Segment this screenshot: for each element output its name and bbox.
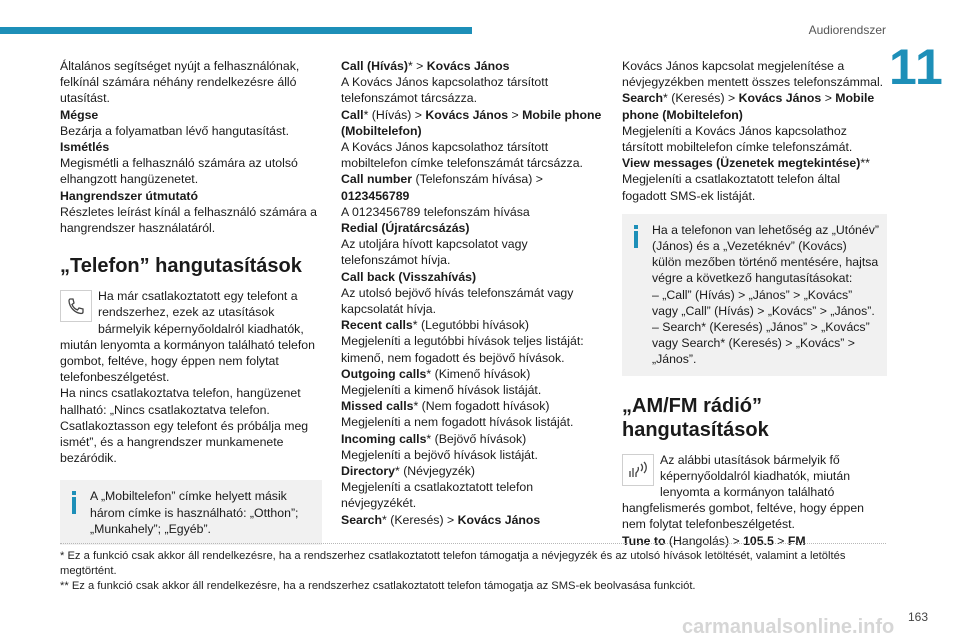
paragraph: Megismétli a felhasználó számára az utolsó elhangzott hangüzenetet.: [60, 156, 298, 187]
paragraph: Megjeleníti a Kovács János kapcsolathoz társított mobiltelefon címke telefonszámát.: [622, 123, 853, 155]
info-box: [622, 214, 887, 376]
paragraph: Részletes leírást kínál a felhasználó számára a hangrendszer használatáról.: [60, 204, 317, 236]
watermark: carmanualsonline.info: [682, 616, 895, 638]
command-line: Search* (Keresés) > Kovács János > Mobile phone (Mobiltelefon): [622, 91, 875, 122]
paragraph: Kovács János kapcsolat megjelenítése a névjegyzékben mentett összes telefonszámmal.: [622, 59, 884, 90]
header-accent-bar: [0, 27, 472, 34]
command-line: Call number (Telefonszám hívása) >: [341, 172, 543, 187]
paragraph: Ha már csatlakoztatott egy telefont a rendszerhez, ezek az utasítások bármelyik képernyőoldalról kiadhatók, miután lenyomta a kormányon található telefon gombot, feltéve, hogy éppen nem folytat telefonbeszélgetést.: [60, 289, 315, 385]
footnote-separator: [60, 543, 886, 544]
column-3: [622, 58, 887, 549]
intro-with-icon: [60, 288, 322, 385]
phone-number: 0123456789: [341, 188, 410, 203]
info-text: – „Call” (Hívás) > „János” > „Kovács” vagy „Call” (Hívás) > „Kovács” > „János”.: [652, 287, 875, 318]
command-line: Incoming calls* (Bejövő hívások): [341, 431, 527, 446]
voice-recognition-icon: [622, 454, 654, 486]
command-line: Call* (Hívás) > Kovács János > Mobile phone (Mobiltelefon): [341, 107, 602, 138]
intro-with-icon: [622, 452, 887, 533]
command-call-back: Call back (Visszahívás): [341, 269, 477, 284]
info-icon: [68, 488, 80, 537]
column-1: [60, 58, 322, 545]
paragraph: Megjeleníti a kimenő hívások listáját.: [341, 383, 542, 398]
info-text: A „Mobiltelefon” címke helyett másik három címke is használható: „Otthon”; „Munkahely”; „Egyéb”.: [90, 489, 299, 536]
info-icon: [630, 222, 642, 368]
paragraph: Az utolsó bejövő hívás telefonszámát vagy kapcsolatát hívja.: [341, 285, 574, 317]
paragraph: A Kovács János kapcsolathoz társított mobiltelefon címke telefonszámát tárcsázza.: [341, 140, 583, 171]
paragraph: Megjeleníti a csatlakoztatott telefon névjegyzékét.: [341, 480, 534, 511]
info-text: – Search* (Keresés) „János” > „Kovács” vagy Search* (Keresés) > „Kovács” > „János”.: [652, 320, 870, 367]
footnote: ** Ez a funkció csak akkor áll rendelkezésre, ha a rendszerhez csatlakoztatott telefon támogatja az SMS-ek beolvasása funkciót.: [60, 579, 696, 592]
paragraph: Az utoljára hívott kapcsolatot vagy telefonszámot hívja.: [341, 237, 528, 268]
info-box: [60, 480, 322, 545]
paragraph: Megjeleníti a nem fogadott hívások listáját.: [341, 415, 574, 430]
page-number: 163: [907, 610, 928, 624]
command-redial: Redial (Újratárcsázás): [341, 221, 470, 236]
paragraph: A 0123456789 telefonszám hívása: [341, 204, 530, 219]
column-2: [341, 58, 606, 528]
paragraph: Bezárja a folyamatban lévő hangutasítást.: [60, 123, 289, 138]
command-voice-guide: Hangrendszer útmutató: [60, 188, 199, 203]
command-line: Outgoing calls* (Kimenő hívások): [341, 366, 531, 381]
command-line: Directory* (Névjegyzék): [341, 464, 475, 479]
footnote: * Ez a funkció csak akkor áll rendelkezésre, ha a rendszerhez csatlakoztatott telefon támogatja a névjegyzék és az utolsó hívások letöltését, valamint a letöltés megtörtént.: [60, 550, 846, 577]
section-title: Audiorendszer: [808, 23, 886, 37]
command-line: Search* (Keresés) > Kovács János: [341, 512, 541, 527]
paragraph: Ha nincs csatlakoztatva telefon, hangüzenet hallható: „Nincs csatlakoztatva telefon. Csatlakoztasson egy telefont és próbálja meg ismét”, és a hangrendszer munkamenete bezáródik.: [60, 386, 309, 466]
section-heading-phone: „Telefon” hangutasítások: [60, 255, 302, 278]
command-line: View messages (Üzenetek megtekintése)**: [622, 156, 870, 171]
command-repeat: Ismétlés: [60, 140, 110, 155]
footnotes: [60, 549, 890, 593]
command-line: Call (Hívás)* > Kovács János: [341, 59, 510, 73]
info-text: Ha a telefonon van lehetőség az „Utónév” (János) és a „Vezetéknév” (Kovács) külön mezőben történő mentésére, hajtsa végre a következő hangutasításokat:: [652, 222, 879, 286]
command-line: Recent calls* (Legutóbbi hívások): [341, 318, 529, 333]
paragraph: Az alábbi utasítások bármelyik fő képernyőoldalról kiadhatók, miután lenyomta a kormányon található hangfelismerés gombot, feltéve, hogy éppen nem folytat telefonbeszélgetést.: [622, 452, 864, 532]
section-heading-radio: „AM/FM rádió” hangutasítások: [622, 394, 769, 441]
paragraph: A Kovács János kapcsolathoz társított telefonszámot tárcsázza.: [341, 75, 549, 106]
chapter-number: 11: [889, 39, 944, 95]
command-line: Missed calls* (Nem fogadott hívások): [341, 399, 550, 414]
command-cancel: Mégse: [60, 107, 99, 122]
paragraph: Általános segítséget nyújt a felhasználónak, felkínál számára néhány rendelkezésre álló utasítást.: [60, 59, 300, 106]
phone-icon: [60, 290, 92, 322]
command-line: Tune to (Hangolás) > 105.5 > FM: [622, 533, 806, 548]
paragraph: Megjeleníti a csatlakoztatott telefon által fogadott SMS-ek listáját.: [622, 172, 841, 203]
paragraph: Megjeleníti a legutóbbi hívások teljes listáját: kimenő, nem fogadott és bejövő hívások.: [341, 334, 584, 365]
paragraph: Megjeleníti a bejövő hívások listáját.: [341, 447, 538, 462]
